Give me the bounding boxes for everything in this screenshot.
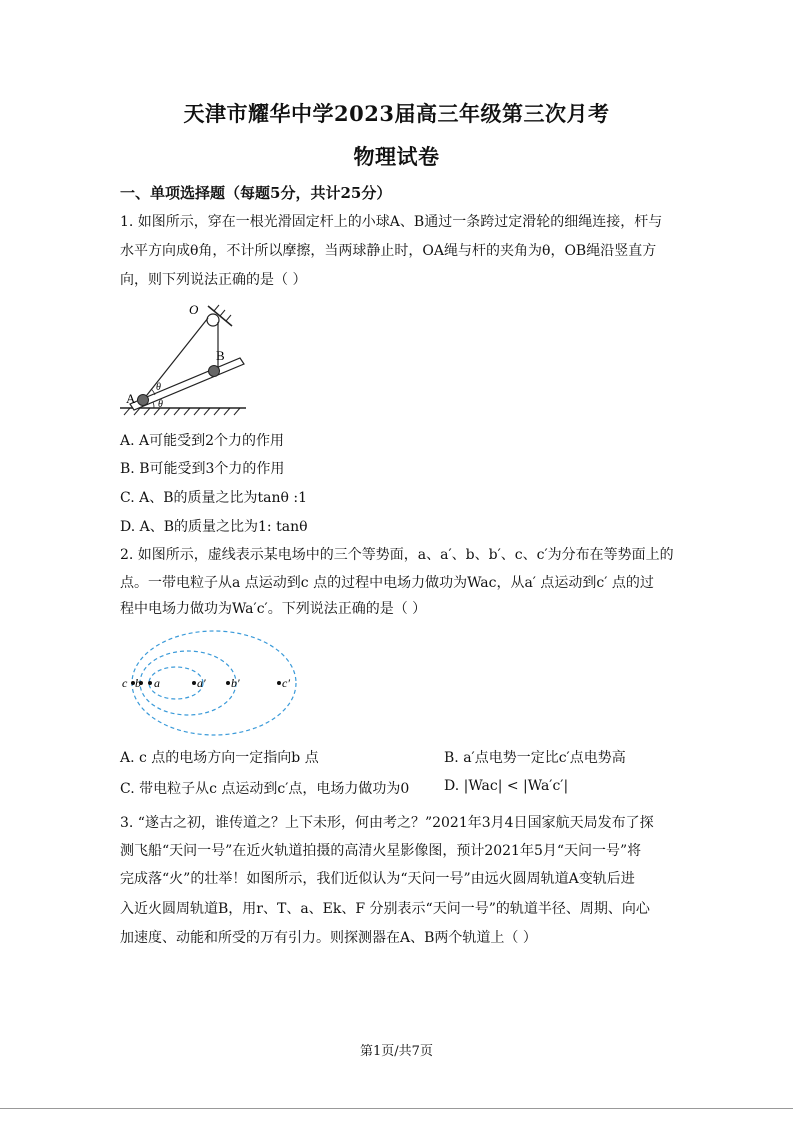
label-theta-1: θ [156,382,161,393]
q1-line-3: 向，则下列说法正确的是（ ） [120,272,307,288]
label-A: A [126,391,136,406]
q1-option-c: C. A、B的质量之比为tanθ :1 [120,490,308,506]
section-heading: 一、单项选择题（每题5分，共计25分） [120,184,392,202]
q1-line-2: 水平方向成θ角，不计所以摩擦，当两球静止时，OA绳与杆的夹角为θ，OB绳沿竖直方 [120,243,657,259]
q2-option-c: C. 带电粒子从c 点运动到c′点，电场力做功为0 [120,781,410,797]
q3-line-4: 入近火圆周轨道B，用r、T、a、Ek、F 分别表示“天问一号”的轨道半径、周期、向心 [120,901,650,917]
q2-option-b: B. a′点电势一定比c′点电势高 [444,750,626,766]
q3-line-2: 测飞船“天问一号”在近火轨道拍摄的高清火星影像图，预计2021年5月“天问一号”将 [120,843,642,859]
page-number: 第1页/共7页 [360,1044,433,1059]
label-a: a [154,676,160,690]
q1-line-1: 1. 如图所示，穿在一根光滑固定杆上的小球A、B通过一条跨过定滑轮的细绳连接，杆与 [120,214,663,230]
label-b-prime: b′ [231,676,240,690]
q3-line-1: 3. “遂古之初，谁传道之？上下未形，何由考之？”2021年3月4日国家航天局发布了探 [120,815,654,831]
q2-option-a: A. c 点的电场方向一定指向b 点 [120,750,319,766]
q1-figure [118,300,253,418]
q1-option-d: D. A、B的质量之比为1: tanθ [120,519,308,535]
q2-line-2: 点。一带电粒子从a 点运动到c 点的过程中电场力做功为Wac，从a′ 点运动到c′ 点的过 [120,575,654,591]
label-B: B [216,348,225,363]
q2-figure [118,628,308,740]
q1-option-a: A. A可能受到2个力的作用 [120,433,285,449]
label-b: b [135,676,141,690]
bottom-divider [0,1108,793,1109]
label-theta-2: θ [158,399,163,410]
label-c: c [122,676,128,690]
label-c-prime: c′ [282,676,290,690]
q2-option-d: D. |Wac| < |Wa′c′| [444,778,569,794]
page-subtitle: 物理试卷 [353,144,440,169]
page-title: 天津市耀华中学2023届高三年级第三次月考 [183,101,610,126]
q2-line-1: 2. 如图所示，虚线表示某电场中的三个等势面，a、a′、b、b′、c、c′为分布在等势面上的 [120,547,674,563]
label-a-prime: a′ [197,676,206,690]
label-O: O [189,302,199,317]
q1-option-b: B. B可能受到3个力的作用 [120,461,285,477]
q2-line-3: 程中电场力做功为Wa′c′。下列说法正确的是（ ） [120,601,427,617]
q3-line-5: 加速度、动能和所受的万有引力。则探测器在A、B两个轨道上（ ） [120,930,537,946]
q3-line-3: 完成落“火”的壮举！如图所示，我们近似认为“天问一号”由远火圆周轨道A变轨后进 [120,871,635,887]
